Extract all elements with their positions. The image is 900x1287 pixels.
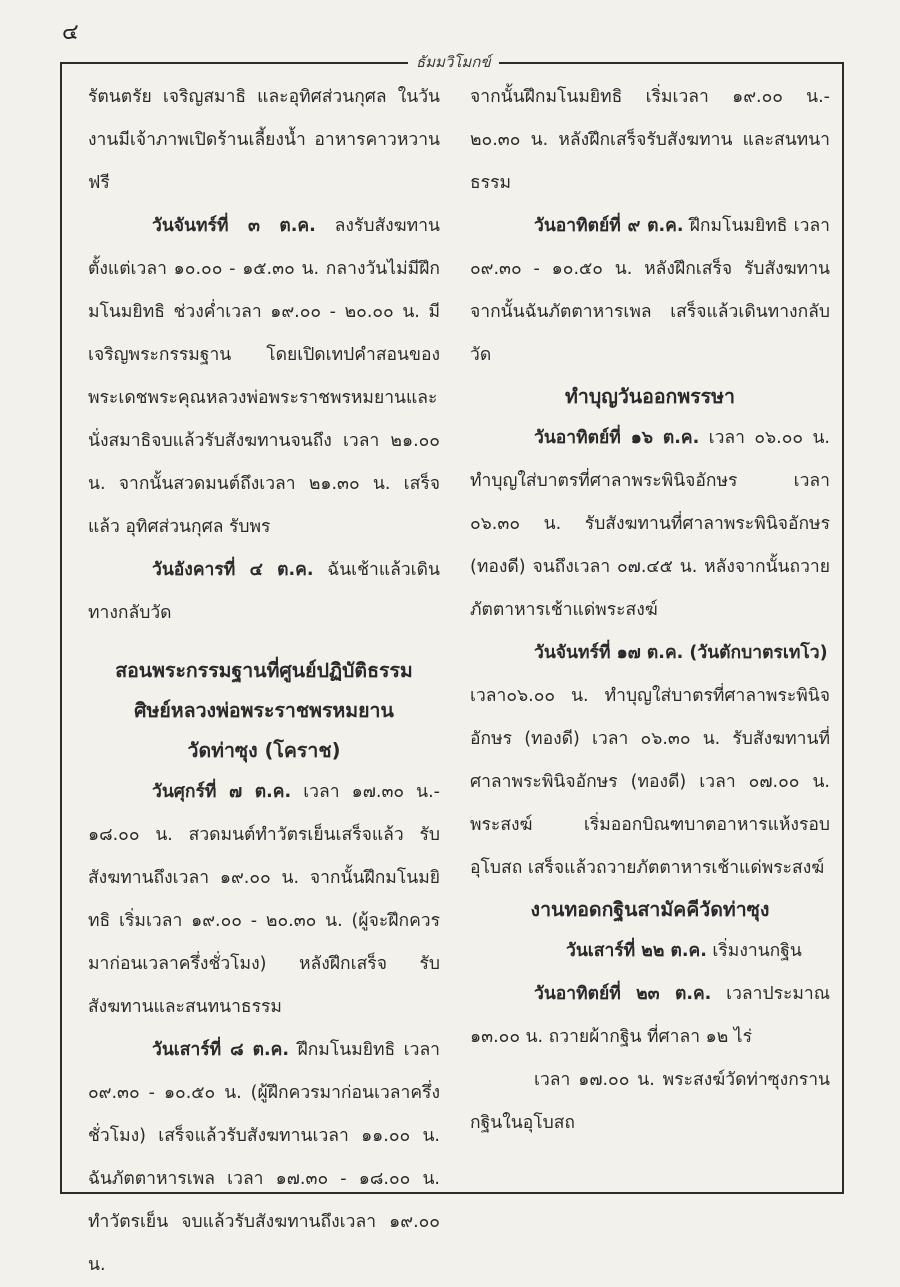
paragraph [470,205,830,377]
paragraph-text: เวลา๐๖.๐๐ น. ทำบุญใส่บาตรที่ศาลาพระพินิจอักษร (ทองดี) เวลา ๐๖.๓๐ น. รับสังฆทานที่ศาลาพระพินิจอักษร (ทองดี) เวลา ๐๗.๐๐ น. พระสงฆ์ เริ่มออกบิณฑบาตอาหารแห้งรอบอุโบสถ เสร็จแล้วถวายภัตตาหารเช้าแด่พระสงฆ์ [470,686,830,878]
paragraph [470,632,830,675]
paragraph-text: ฝึกมโนมยิทธิ เวลา ๐๙.๓๐ - ๑๐.๕๐ น. หลังฝึกเสร็จ รับสังฆทาน จากนั้นฉันภัตตาหารเพล เสร็จแล้วเดินทางกลับวัด [470,216,830,365]
paragraph [470,930,830,973]
day-label: วันอาทิตย์ที่ ๙ ต.ค. [534,216,684,236]
page-number: ๔ [62,20,79,45]
day-label: วันอาทิตย์ที่ ๑๖ ต.ค. [534,428,700,448]
day-label: วันอาทิตย์ที่ ๒๓ ต.ค. [534,984,712,1004]
day-label: วันจันทร์ที่ ๑๗ ต.ค. (วันตักบาตรเทโว) [534,643,828,663]
paragraph-text: ลงรับสังฆทานตั้งแต่เวลา ๑๐.๐๐ - ๑๕.๓๐ น. กลางวันไม่มีฝึกมโนมยิทธิ ช่วงค่ำเวลา ๑๙.๐๐ - ๒๐.๐๐ น. มีเจริญพระกรรมฐาน โดยเปิดเทปคำสอนของพระเดชพระคุณหลวงพ่อพระราชพรหมยานและนั่งสมาธิจบแล้วรับสังฆทานจนถึง เวลา ๒๑.๐๐ น. จากนั้นสวดมนต์ถึงเวลา ๒๑.๓๐ น. เสร็จแล้ว อุทิศส่วนกุศล รับพร [88,216,440,537]
paragraph [88,771,440,1029]
day-label: วันอังคารที่ ๔ ต.ค. [152,560,314,580]
right-column [470,76,830,1145]
day-label: วันศุกร์ที่ ๗ ต.ค. [152,782,292,802]
running-head: ธัมมวิโมกข์ [408,50,499,74]
heading-line: วัดท่าซุง (โคราช) [187,739,341,762]
day-label: วันเสาร์ที่ ๘ ต.ค. [152,1040,290,1060]
paragraph [470,973,830,1059]
left-column [88,76,440,1287]
paragraph-text: เริ่มงานกฐิน [706,941,802,961]
day-label: วันเสาร์ที่ ๒๒ ต.ค. [566,941,707,961]
paragraph [88,549,440,635]
paragraph [470,417,830,632]
section-heading: ทำบุญวันออกพรรษา [565,385,735,408]
paragraph: เวลา ๑๗.๐๐ น. พระสงฆ์วัดท่าซุงกรานกฐินในอุโบสถ [470,1070,830,1133]
paragraph [88,205,440,549]
section-heading: งานทอดกฐินสามัคคีวัดท่าซุง [530,898,770,921]
paragraph: จากนั้นฝึกมโนมยิทธิ เริ่มเวลา ๑๙.๐๐ น.- ๒๐.๓๐ น. หลังฝึกเสร็จรับสังฆทาน และสนทนาธรรม [470,87,830,193]
heading-line: สอนพระกรรมฐานที่ศูนย์ปฏิบัติธรรม [115,659,413,682]
section-heading [88,651,440,771]
paragraph: รัตนตรัย เจริญสมาธิ และอุทิศส่วนกุศล ในวันงานมีเจ้าภาพเปิดร้านเลี้ยงน้ำ อาหารคาวหวานฟรี [88,87,440,193]
paragraph-text: เวลา ๑๗.๓๐ น.- ๑๘.๐๐ น. สวดมนต์ทำวัตรเย็นเสร็จแล้ว รับสังฆทานถึงเวลา ๑๙.๐๐ น. จากนั้นฝึกมโนมยิทธิ เริ่มเวลา ๑๙.๐๐ - ๒๐.๓๐ น. (ผู้จะฝึกควรมาก่อนเวลาครึ่งชั่วโมง) หลังฝึกเสร็จ รับสังฆทานและสนทนาธรรม [88,782,440,1017]
day-label: วันจันทร์ที่ ๓ ต.ค. [152,216,316,236]
paragraph-text: ฝึกมโนมยิทธิ เวลา ๐๙.๓๐ - ๑๐.๕๐ น. (ผู้ฝึกควรมาก่อนเวลาครึ่งชั่วโมง) เสร็จแล้วรับสังฆทานเวลา ๑๑.๐๐ น. ฉันภัตตาหารเพล เวลา ๑๗.๓๐ - ๑๘.๐๐ น. ทำวัตรเย็น จบแล้วรับสังฆทานถึงเวลา ๑๙.๐๐ น. [88,1040,440,1275]
paragraph-text: เวลาประมาณ ๑๓.๐๐ น. ถวายผ้ากฐิน ที่ศาลา ๑๒ ไร่ [470,984,830,1047]
paragraph-text: ฉันเช้าแล้วเดินทางกลับวัด [88,560,440,623]
heading-line: ศิษย์หลวงพ่อพระราชพรหมยาน [134,699,394,722]
paragraph [88,1029,440,1287]
paragraph-text: เวลา ๐๖.๐๐ น. ทำบุญใส่บาตรที่ศาลาพระพินิจอักษร เวลา ๐๖.๓๐ น. รับสังฆทานที่ศาลาพระพินิจอักษร (ทองดี) จนถึงเวลา ๐๗.๔๕ น. หลังจากนั้นถวายภัตตาหารเช้าแด่พระสงฆ์ [470,428,830,620]
